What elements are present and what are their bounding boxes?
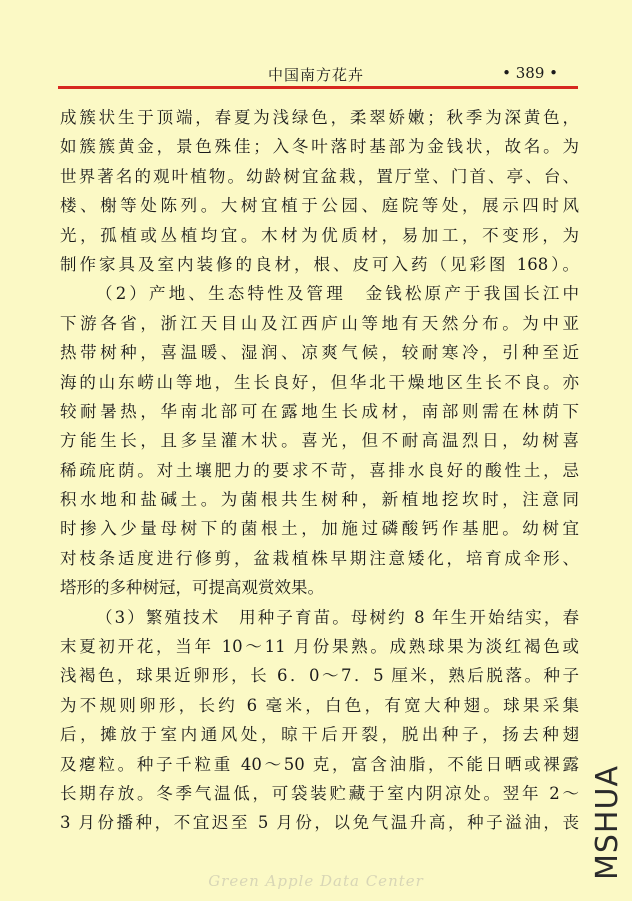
text-line: 世界著名的观叶植物。幼龄树宜盆栽，置厅堂、门首、亭、台、 bbox=[60, 166, 579, 186]
text-line: 后，摊放于室内通风处，晾干后开裂，脱出种子，扬去种翅 bbox=[60, 725, 579, 745]
text-line: 3 月份播种，不宜迟至 5 月份，以免气温升高，种子溢油，丧 bbox=[60, 813, 579, 833]
book-title: 中国南方花卉 bbox=[268, 66, 365, 84]
side-watermark: MSHUA bbox=[590, 765, 625, 880]
text-line: 下游各省，浙江天目山及江西庐山等地有天然分布。为中亚 bbox=[60, 313, 579, 333]
text-line: 海的山东崂山等地，生长良好，但华北干燥地区生长不良。亦 bbox=[60, 372, 579, 392]
text-line: 较耐暑热，华南北部可在露地生长成材，南部则需在林荫下 bbox=[60, 401, 579, 421]
text-line: 塔形的多种树冠，可提高观赏效果。 bbox=[60, 578, 324, 598]
running-header bbox=[58, 64, 578, 86]
text-line: 如簇簇黄金，景色殊佳；入冬叶落时基部为金钱状，故名。为 bbox=[60, 137, 579, 157]
text-line: 对枝条适度进行修剪，盆栽植株早期注意矮化，培育成伞形、 bbox=[60, 548, 579, 568]
header-rule bbox=[58, 86, 578, 89]
text-line: （3）繁殖技术 用种子育苗。母树约 8 年生开始结实，春 bbox=[96, 607, 579, 627]
text-line: 及瘪粒。种子千粒重 40～50 克，富含油脂，不能日晒或裸露 bbox=[60, 754, 579, 774]
text-line: 为不规则卵形，长约 6 毫米，白色，有宽大种翅。球果采集 bbox=[60, 695, 579, 715]
text-line: 积水地和盐碱土。为菌根共生树种，新植地挖坎时，注意同 bbox=[60, 490, 579, 510]
text-line: 浅褐色，球果近卵形，长 6．0～7．5 厘米，熟后脱落。种子 bbox=[60, 666, 579, 686]
text-line: 长期存放。冬季气温低，可袋装贮藏于室内阴凉处。翌年 2～ bbox=[60, 783, 579, 803]
text-line: 时掺入少量母树下的菌根土，加施过磷酸钙作基肥。幼树宜 bbox=[60, 519, 579, 539]
page-number: • 389 • bbox=[502, 64, 558, 82]
watermark: Green Apple Data Center bbox=[208, 872, 424, 890]
body-text bbox=[60, 103, 579, 838]
text-line: 楼、榭等处陈列。大树宜植于公园、庭院等处，展示四时风 bbox=[60, 196, 579, 216]
text-line: 末夏初开花，当年 10～11 月份果熟。成熟球果为淡红褐色或 bbox=[60, 637, 579, 657]
text-line: 热带树种，喜温暖、湿润、凉爽气候，较耐寒冷，引种至近 bbox=[60, 343, 579, 363]
text-line: 制作家具及室内装修的良材，根、皮可入药（见彩图 168）。 bbox=[60, 254, 579, 274]
text-line: （2）产地、生态特性及管理 金钱松原产于我国长江中 bbox=[96, 284, 579, 304]
text-line: 方能生长，且多呈灌木状。喜光，但不耐高温烈日，幼树喜 bbox=[60, 431, 579, 451]
text-line: 稀疏庇荫。对土壤肥力的要求不苛，喜排水良好的酸性土，忌 bbox=[60, 460, 579, 480]
text-line: 光，孤植或丛植均宜。木材为优质材，易加工，不变形，为 bbox=[60, 225, 579, 245]
text-line: 成簇状生于顶端，春夏为浅绿色，柔翠娇嫩；秋季为深黄色， bbox=[60, 108, 579, 127]
